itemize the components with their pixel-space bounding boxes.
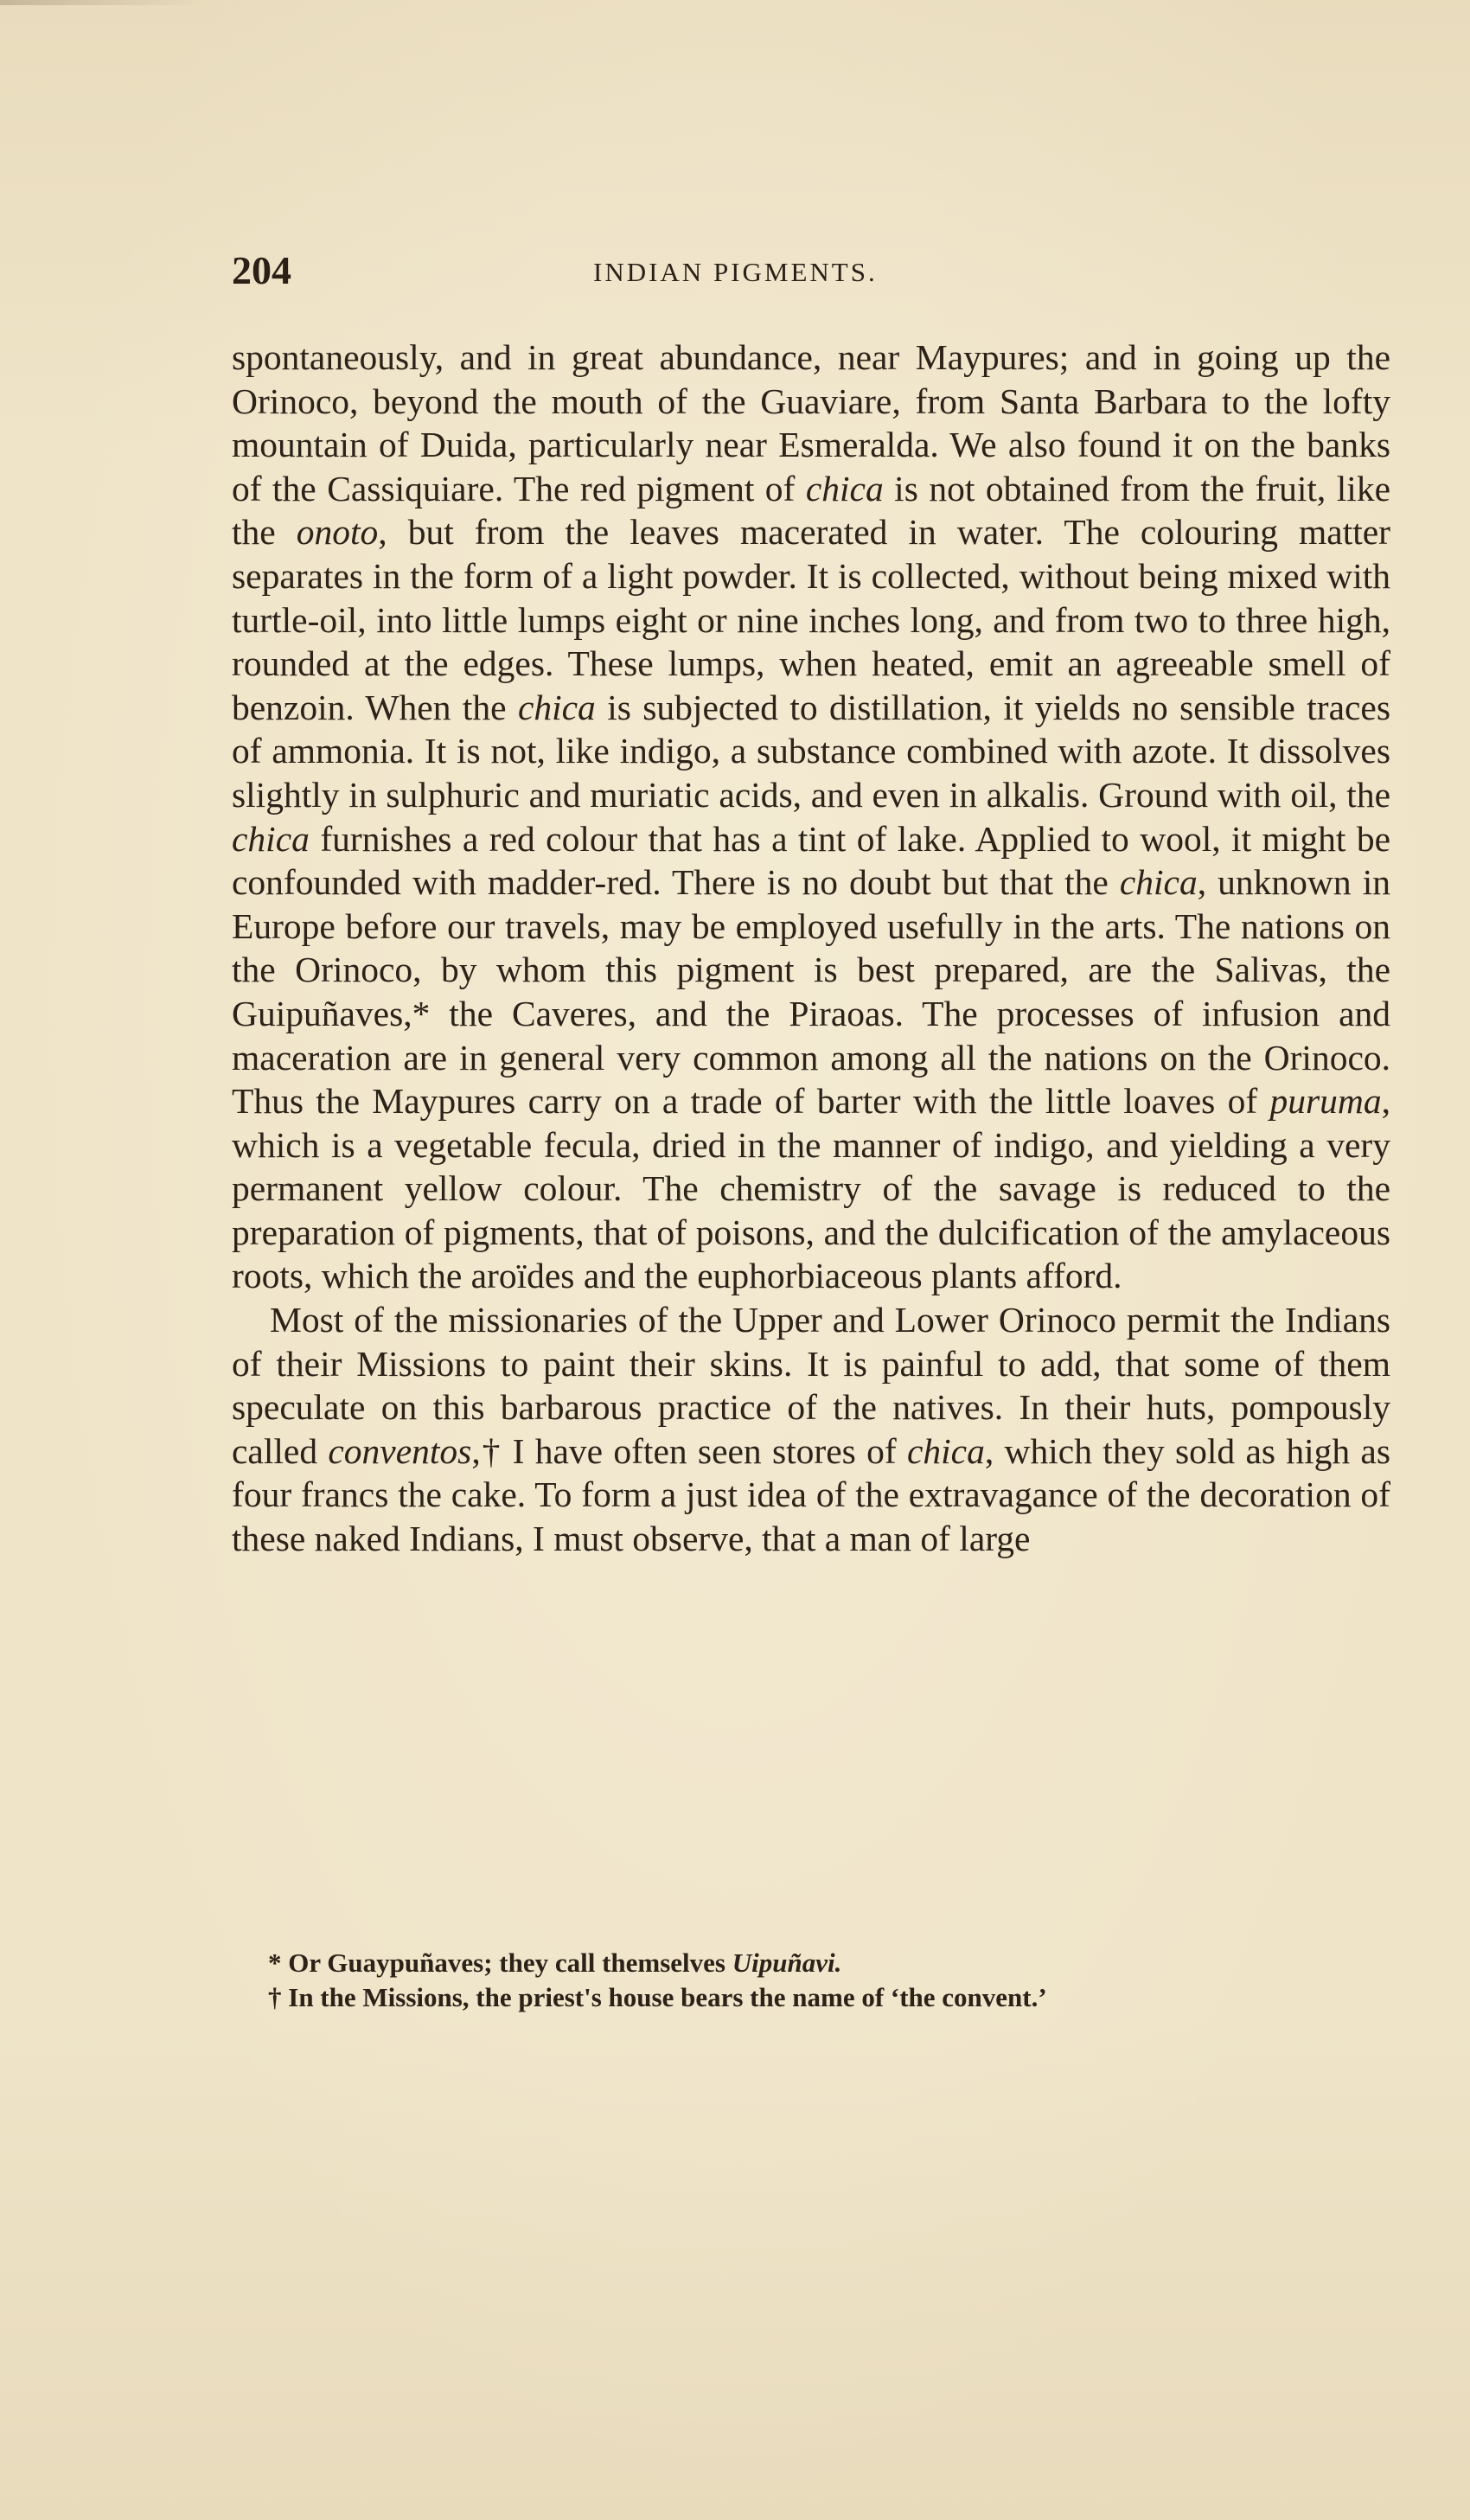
italic-term: Uipuñavi. (732, 1948, 842, 1978)
text-run: furnishes a red colour that has a tint of lake. Applied to wool, it might be confounded with madder-red. There is no doubt but that the (232, 818, 1390, 903)
text-run: , which is a vegetable fecula, dried in the manner of indigo, and yielding a very permanent yellow colour. The chemistry of the savage is reduced to the preparation of pigments, that of poisons, and the dulcification of the amylaceous roots, which the aroïdes and the euphorbiaceous plants afford. (232, 1081, 1390, 1296)
text-run: Most of the missionaries of the Upper and Lower Orinoco permit the Indians of their Missions to paint their skins. It is painful to add, that some of them speculate on this barbarous practice of the natives. In their huts, pompously called (232, 1300, 1390, 1471)
text-run: * Or Guaypuñaves; they call themselves (268, 1948, 732, 1978)
text-run: , unknown in Europe before our travels, may be employed usefully in the arts. The nations on the Orinoco, by whom this pigment is best prepared, are the Salivas, the Guipuñaves,* the Caveres, and the Piraoas. The processes of infusion and maceration are in general very common among all the nations on the Orinoco. Thus the Maypures carry on a trade of barter with the little loaves of (232, 862, 1390, 1122)
body-text (232, 336, 1390, 1561)
footnotes (232, 1946, 1390, 2015)
italic-term: chica (906, 1430, 985, 1471)
paragraph-2 (232, 1298, 1390, 1561)
paragraph-1 (232, 336, 1390, 1298)
italic-term: chica (805, 468, 884, 508)
footnote-2 (232, 1980, 1390, 2015)
italic-term: onoto (296, 512, 379, 553)
page-edge-stain (0, 0, 208, 5)
text-run: spontaneously, and in great abundance, near Maypures; and in going up the Orinoco, beyond the mouth of the Guaviare, from Santa Barbara to the lofty mountain of Duida, particularly near Esmeralda. We also found it on the banks of the Cassiquiare. The red pigment of (232, 337, 1390, 508)
running-head (232, 245, 1390, 297)
italic-term: conventos (328, 1430, 472, 1471)
text-run: is not obtained from the fruit, like the (232, 468, 1390, 553)
text-run: is subjected to distillation, it yields no sensible traces of ammonia. It is not, like indigo, a substance combined with azote. It dissolves slightly in sulphuric and muriatic acids, and even in alkalis. Ground with oil, the (232, 687, 1390, 815)
italic-term: chica (232, 818, 310, 859)
italic-term: puruma (1269, 1081, 1382, 1122)
page-number: 204 (232, 248, 291, 292)
italic-term: chica (1119, 862, 1198, 903)
footnote-1 (232, 1946, 1390, 1980)
text-run: , but from the leaves macerated in water. The colouring matter separates in the form of a light powder. It is collected, without being mixed with turtle-oil, into little lumps eight or nine inches long, and from two to three high, rounded at the edges. These lumps, when heated, emit an agreeable smell of benzoin. When the (232, 512, 1390, 727)
text-run: † In the Missions, the priest's house bears the name of ‘the convent.’ (268, 1982, 1047, 2012)
text-run: , which they sold as high as four francs the cake. To form a just idea of the extravagance of the decoration of these naked Indians, I must observe, that a man of large (232, 1430, 1390, 1559)
running-title: INDIAN PIGMENTS. (593, 257, 878, 287)
text-run: ,† I have often seen stores of (471, 1430, 907, 1471)
italic-term: chica (517, 687, 596, 727)
